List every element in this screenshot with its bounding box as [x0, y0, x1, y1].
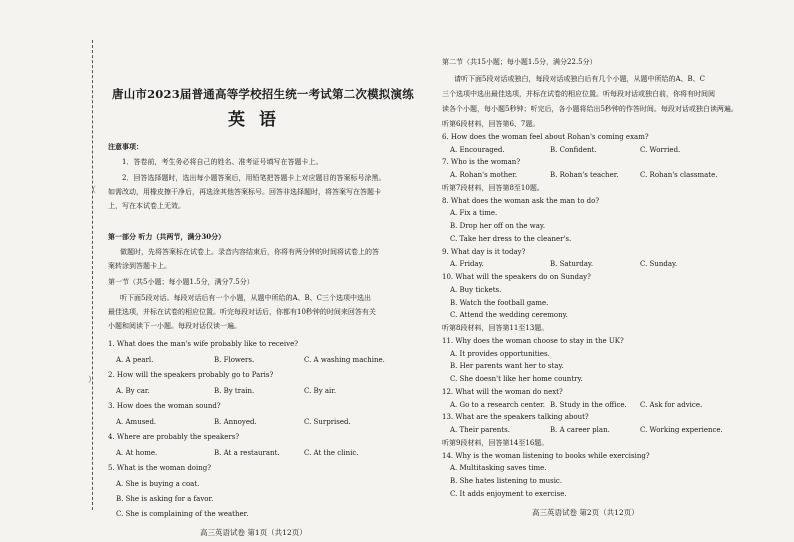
page-footer: 高三英语试卷 第2页（共12页）: [532, 508, 639, 517]
binding-mark: ）: [88, 375, 96, 384]
binding-line: [92, 40, 93, 510]
material-note: 听第6段材料，回答第6、7题。: [442, 120, 540, 128]
option-a: A. Encouraged.: [450, 145, 505, 154]
option-line: A. Multitasking saves time.: [450, 464, 547, 473]
question-text: 14. Why is the woman listening to books while exercising?: [442, 451, 650, 460]
option-b: B. At a restaurant.: [214, 449, 280, 457]
question-text: 10. What will the speakers do on Sunday?: [442, 273, 591, 281]
option-line: C. She doesn't like her home country.: [450, 375, 583, 383]
question-text: 6. How does the woman feel about Rohan's coming exam?: [442, 132, 649, 141]
section-intro-line: 三个选项中选出最佳选项，并标在试卷的相应位置。听每段对话或独白前，你将有时间阅: [442, 90, 715, 98]
question-text: 7. Who is the woman?: [442, 158, 521, 167]
section-intro-line: 小题和阅读下一小题。每段对话仅读一遍。: [108, 322, 241, 330]
notice-line: 上，写在本试卷上无效。: [108, 202, 185, 210]
exam-title: 唐山市2023届普通高等学校招生统一考试第二次模拟演练: [112, 87, 414, 101]
question-text: 5. What is the woman doing?: [108, 464, 211, 472]
option-line: B. Drop her off on the way.: [450, 222, 546, 230]
option-line: B. Watch the football game.: [450, 298, 549, 307]
notice-line: 如需改动，用橡皮擦干净后，再选涂其他答案标号。回答非选择题时，将答案写在答题卡: [108, 188, 381, 196]
part-intro-line: 做题时，先将答案标在试卷上。录音内容结束后，你将有两分钟的时间将试卷上的答: [120, 248, 379, 256]
option-c: C. Ask for advice.: [640, 400, 703, 409]
option-c: C. Working experience.: [640, 426, 723, 434]
part-heading: 第一部分 听力（共两节，满分30分）: [108, 232, 226, 241]
option-a: A. Rohan's mother.: [450, 171, 518, 179]
question-text: 8. What does the woman ask the man to do?: [442, 196, 600, 205]
option-b: B. She is asking for a favor.: [116, 495, 214, 503]
option-c: C. At the clinic.: [304, 449, 359, 457]
option-b: B. Rohan's teacher.: [550, 171, 619, 179]
option-a: A. Friday.: [450, 260, 484, 269]
option-line: A. Buy tickets.: [450, 285, 502, 294]
option-c: C. By air.: [304, 387, 337, 395]
subject-title: 英语: [228, 110, 290, 130]
material-note: 听第8段材料，回答第11至13题。: [442, 324, 549, 332]
section-heading: 第二节（共15小题；每小题1.5分，满分22.5分）: [442, 58, 597, 66]
question-text: 2. How will the speakers probably go to Paris?: [108, 371, 274, 379]
option-c: C. A washing machine.: [304, 356, 385, 364]
section-heading: 第一节（共5小题；每小题1.5分，满分7.5分）: [108, 278, 254, 286]
option-b: B. Annoyed.: [214, 418, 257, 426]
section-intro-line: 请听下面5段对话或独白，每段对话或独白后有几个小题，从题中所给的A、B、C: [454, 75, 706, 83]
option-b: B. By train.: [214, 387, 255, 395]
option-c: C. Worried.: [640, 145, 681, 154]
option-c: C. She is complaining of the weather.: [116, 510, 249, 518]
option-c: C. Surprised.: [304, 418, 351, 426]
part-intro-line: 案转涂到答题卡上。: [108, 262, 171, 270]
option-a: A. Their parents.: [450, 426, 510, 434]
option-b: B. Saturday.: [550, 260, 594, 269]
question-text: 12. What will the woman do next?: [442, 387, 563, 396]
question-text: 13. What are the speakers talking about?: [442, 413, 589, 422]
option-line: A. It provides opportunities.: [450, 349, 550, 358]
option-line: C. Attend the wedding ceremony.: [450, 311, 568, 320]
question-text: 1. What does the man's wife probably like to receive?: [108, 340, 298, 348]
question-text: 11. Why does the woman choose to stay in the UK?: [442, 336, 624, 345]
question-text: 3. How does the woman sound?: [108, 402, 221, 410]
option-b: B. A career plan.: [550, 426, 610, 434]
option-line: C. It adds enjoyment to exercise.: [450, 489, 567, 498]
page-footer: 高三英语试卷 第1页（共12页）: [200, 528, 307, 537]
option-line: A. Fix a time.: [450, 209, 498, 218]
material-note: 听第9段材料，回答第14至16题。: [442, 438, 549, 447]
notice-heading: 注意事项：: [108, 142, 143, 151]
notice-line: 2．回答选择题时，选出每小题答案后，用铅笔把答题卡上对应题目的答案标号涂黑。: [122, 174, 386, 182]
option-a: A. Amused.: [116, 418, 157, 426]
option-c: C. Rohan's classmate.: [640, 171, 718, 179]
option-b: B. Flowers.: [214, 356, 255, 364]
option-a: A. Go to a research center.: [450, 400, 545, 409]
option-c: C. Sunday.: [640, 260, 678, 269]
option-b: B. Confident.: [550, 145, 597, 154]
section-intro-line: 读各个小题，每小题5秒钟；听完后，各小题将给出5秒钟的作答时间。每段对话或独白读两遍。: [442, 105, 738, 113]
option-line: B. She hates listening to music.: [450, 477, 563, 485]
question-text: 9. What day is it today?: [442, 247, 526, 256]
binding-mark: （: [88, 185, 96, 194]
section-intro-line: 听下面5段对话。每段对话后有一个小题，从题中所给的A、B、C三个选项中选出: [120, 294, 372, 302]
option-line: C. Take her dress to the cleaner's.: [450, 234, 572, 243]
option-a: A. She is buying a coat.: [116, 480, 200, 488]
question-text: 4. Where are probably the speakers?: [108, 433, 240, 441]
notice-line: 1．答卷前，考生务必将自己的姓名、准考证号填写在答题卡上。: [122, 158, 323, 166]
option-a: A. A pearl.: [116, 356, 154, 364]
material-note: 听第7段材料，回答第8至10题。: [442, 183, 544, 192]
option-line: B. Her parents want her to stay.: [450, 362, 564, 371]
section-intro-line: 最佳选项，并标在试卷的相应位置。听完每段对话后，你都有10秒钟的时间来回答有关: [108, 308, 376, 316]
option-b: B. Study in the office.: [550, 400, 627, 409]
option-a: A. At home.: [116, 449, 158, 457]
option-a: A. By car.: [116, 387, 150, 395]
